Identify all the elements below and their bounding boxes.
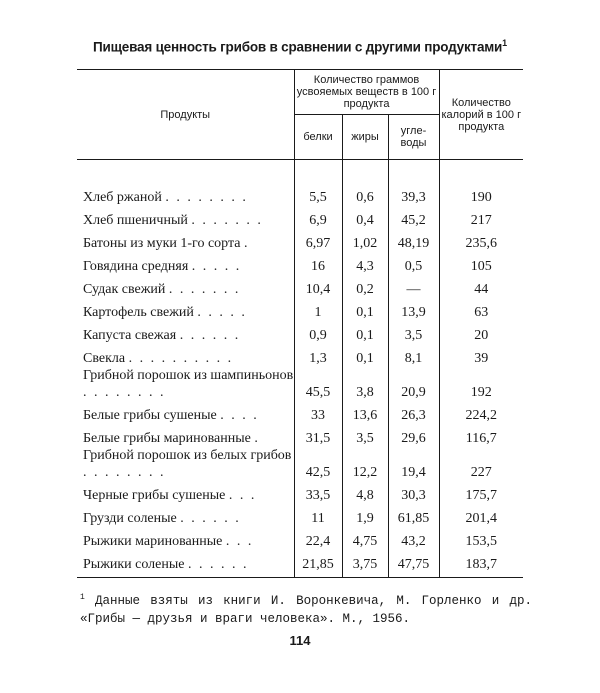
cell-calories: 227 bbox=[439, 447, 523, 481]
cell-carbs: 47,75 bbox=[388, 550, 439, 578]
table-row bbox=[77, 229, 523, 252]
table-row bbox=[77, 298, 523, 321]
cell-proteins: 6,9 bbox=[294, 206, 342, 229]
cell-fats: 1,9 bbox=[342, 504, 388, 527]
product-name: Белые грибы маринованные . bbox=[83, 431, 260, 446]
cell-fats: 0,1 bbox=[342, 321, 388, 344]
cell-calories: 175,7 bbox=[439, 481, 523, 504]
cell-fats: 0,6 bbox=[342, 183, 388, 206]
cell-calories: 20 bbox=[439, 321, 523, 344]
table-row bbox=[77, 424, 523, 447]
cell-proteins: 42,5 bbox=[294, 447, 342, 481]
cell-carbs: 43,2 bbox=[388, 527, 439, 550]
cell-calories: 217 bbox=[439, 206, 523, 229]
footnote: $^1$ Данные взяты из книги И. Воронкевича, М. Горленко и др. «Грибы — друзья и враги человека». М., 1956. bbox=[80, 593, 532, 627]
product-name: Грибной порошок из белых грибов . . . . . . . . bbox=[83, 448, 292, 480]
cell-fats: 0,1 bbox=[342, 298, 388, 321]
cell-fats: 3,8 bbox=[342, 367, 388, 401]
table-row bbox=[77, 183, 523, 206]
cell-calories: 192 bbox=[439, 367, 523, 401]
nutrition-table bbox=[77, 69, 523, 578]
cell-calories: 44 bbox=[439, 275, 523, 298]
table-row bbox=[77, 550, 523, 578]
footnote-mark: 1 bbox=[502, 38, 507, 48]
cell-proteins: 45,5 bbox=[294, 367, 342, 401]
product-name: Свекла . . . . . . . . . . bbox=[83, 351, 234, 366]
table-row bbox=[77, 321, 523, 344]
cell-proteins: 33,5 bbox=[294, 481, 342, 504]
product-name: Хлеб ржаной . . . . . . . . bbox=[83, 190, 248, 205]
header-grams-group: Количество граммов усвояемых веществ в 100 г продукта bbox=[294, 70, 439, 115]
product-name: Белые грибы сушеные . . . . bbox=[83, 408, 259, 423]
cell-calories: 39 bbox=[439, 344, 523, 367]
product-name: Судак свежий . . . . . . . bbox=[83, 282, 241, 297]
cell-carbs: 30,3 bbox=[388, 481, 439, 504]
product-name: Капуста свежая . . . . . . bbox=[83, 328, 241, 343]
cell-carbs: 39,3 bbox=[388, 183, 439, 206]
cell-carbs: 19,4 bbox=[388, 447, 439, 481]
table-row bbox=[77, 481, 523, 504]
table-row bbox=[77, 344, 523, 367]
cell-carbs: 61,85 bbox=[388, 504, 439, 527]
cell-proteins: 6,97 bbox=[294, 229, 342, 252]
cell-calories: 183,7 bbox=[439, 550, 523, 578]
table-row bbox=[77, 275, 523, 298]
cell-fats: 0,1 bbox=[342, 344, 388, 367]
cell-fats: 3,5 bbox=[342, 424, 388, 447]
cell-carbs: 48,19 bbox=[388, 229, 439, 252]
cell-carbs: 8,1 bbox=[388, 344, 439, 367]
table-row bbox=[77, 447, 523, 481]
cell-calories: 153,5 bbox=[439, 527, 523, 550]
table-row bbox=[77, 367, 523, 401]
cell-proteins: 11 bbox=[294, 504, 342, 527]
product-name: Рыжики маринованные . . . bbox=[83, 534, 254, 549]
cell-carbs: 20,9 bbox=[388, 367, 439, 401]
cell-carbs: 3,5 bbox=[388, 321, 439, 344]
product-name: Картофель свежий . . . . . bbox=[83, 305, 247, 320]
cell-fats: 0,4 bbox=[342, 206, 388, 229]
product-name: Рыжики соленые . . . . . . bbox=[77, 550, 294, 578]
cell-carbs: — bbox=[388, 275, 439, 298]
cell-fats: 4,8 bbox=[342, 481, 388, 504]
cell-proteins: 0,9 bbox=[294, 321, 342, 344]
cell-fats: 3,75 bbox=[342, 550, 388, 578]
cell-carbs: 0,5 bbox=[388, 252, 439, 275]
cell-fats: 13,6 bbox=[342, 401, 388, 424]
cell-calories: 63 bbox=[439, 298, 523, 321]
product-name: Хлеб пшеничный . . . . . . . bbox=[83, 213, 263, 228]
cell-proteins: 22,4 bbox=[294, 527, 342, 550]
cell-carbs: 26,3 bbox=[388, 401, 439, 424]
cell-calories: 224,2 bbox=[439, 401, 523, 424]
product-name: Грузди соленые . . . . . . bbox=[83, 511, 241, 526]
header-proteins: белки bbox=[294, 115, 342, 160]
cell-proteins: 1 bbox=[294, 298, 342, 321]
table-row bbox=[77, 252, 523, 275]
product-name: Говядина средняя . . . . . bbox=[83, 259, 242, 274]
header-products: Продукты bbox=[77, 70, 294, 160]
cell-proteins: 33 bbox=[294, 401, 342, 424]
cell-carbs: 45,2 bbox=[388, 206, 439, 229]
cell-proteins: 21,85 bbox=[294, 550, 342, 578]
page-number: 114 bbox=[289, 633, 311, 648]
cell-proteins: 16 bbox=[294, 252, 342, 275]
cell-carbs: 13,9 bbox=[388, 298, 439, 321]
product-name: Батоны из муки 1-го сорта . bbox=[83, 236, 250, 251]
cell-calories: 235,6 bbox=[439, 229, 523, 252]
header-calories: Количество калорий в 100 г продукта bbox=[439, 70, 523, 160]
header-carbs: угле- воды bbox=[388, 115, 439, 160]
cell-calories: 105 bbox=[439, 252, 523, 275]
header-fats: жиры bbox=[342, 115, 388, 160]
table-row bbox=[77, 401, 523, 424]
table-row bbox=[77, 527, 523, 550]
product-name: Черные грибы сушеные . . . bbox=[83, 488, 257, 503]
table-title: Пищевая ценность грибов в сравнении с другими продуктами$^1$ bbox=[93, 38, 507, 55]
cell-proteins: 5,5 bbox=[294, 183, 342, 206]
cell-proteins: 31,5 bbox=[294, 424, 342, 447]
cell-carbs: 29,6 bbox=[388, 424, 439, 447]
cell-proteins: 10,4 bbox=[294, 275, 342, 298]
table-row bbox=[77, 504, 523, 527]
cell-calories: 201,4 bbox=[439, 504, 523, 527]
table-row bbox=[77, 206, 523, 229]
product-name: Грибной порошок из шампиньонов . . . . . . . . bbox=[83, 368, 294, 400]
cell-fats: 4,3 bbox=[342, 252, 388, 275]
cell-calories: 116,7 bbox=[439, 424, 523, 447]
cell-fats: 1,02 bbox=[342, 229, 388, 252]
footnote-rule bbox=[88, 577, 160, 578]
cell-calories: 190 bbox=[439, 183, 523, 206]
cell-proteins: 1,3 bbox=[294, 344, 342, 367]
cell-fats: 4,75 bbox=[342, 527, 388, 550]
cell-fats: 12,2 bbox=[342, 447, 388, 481]
cell-fats: 0,2 bbox=[342, 275, 388, 298]
